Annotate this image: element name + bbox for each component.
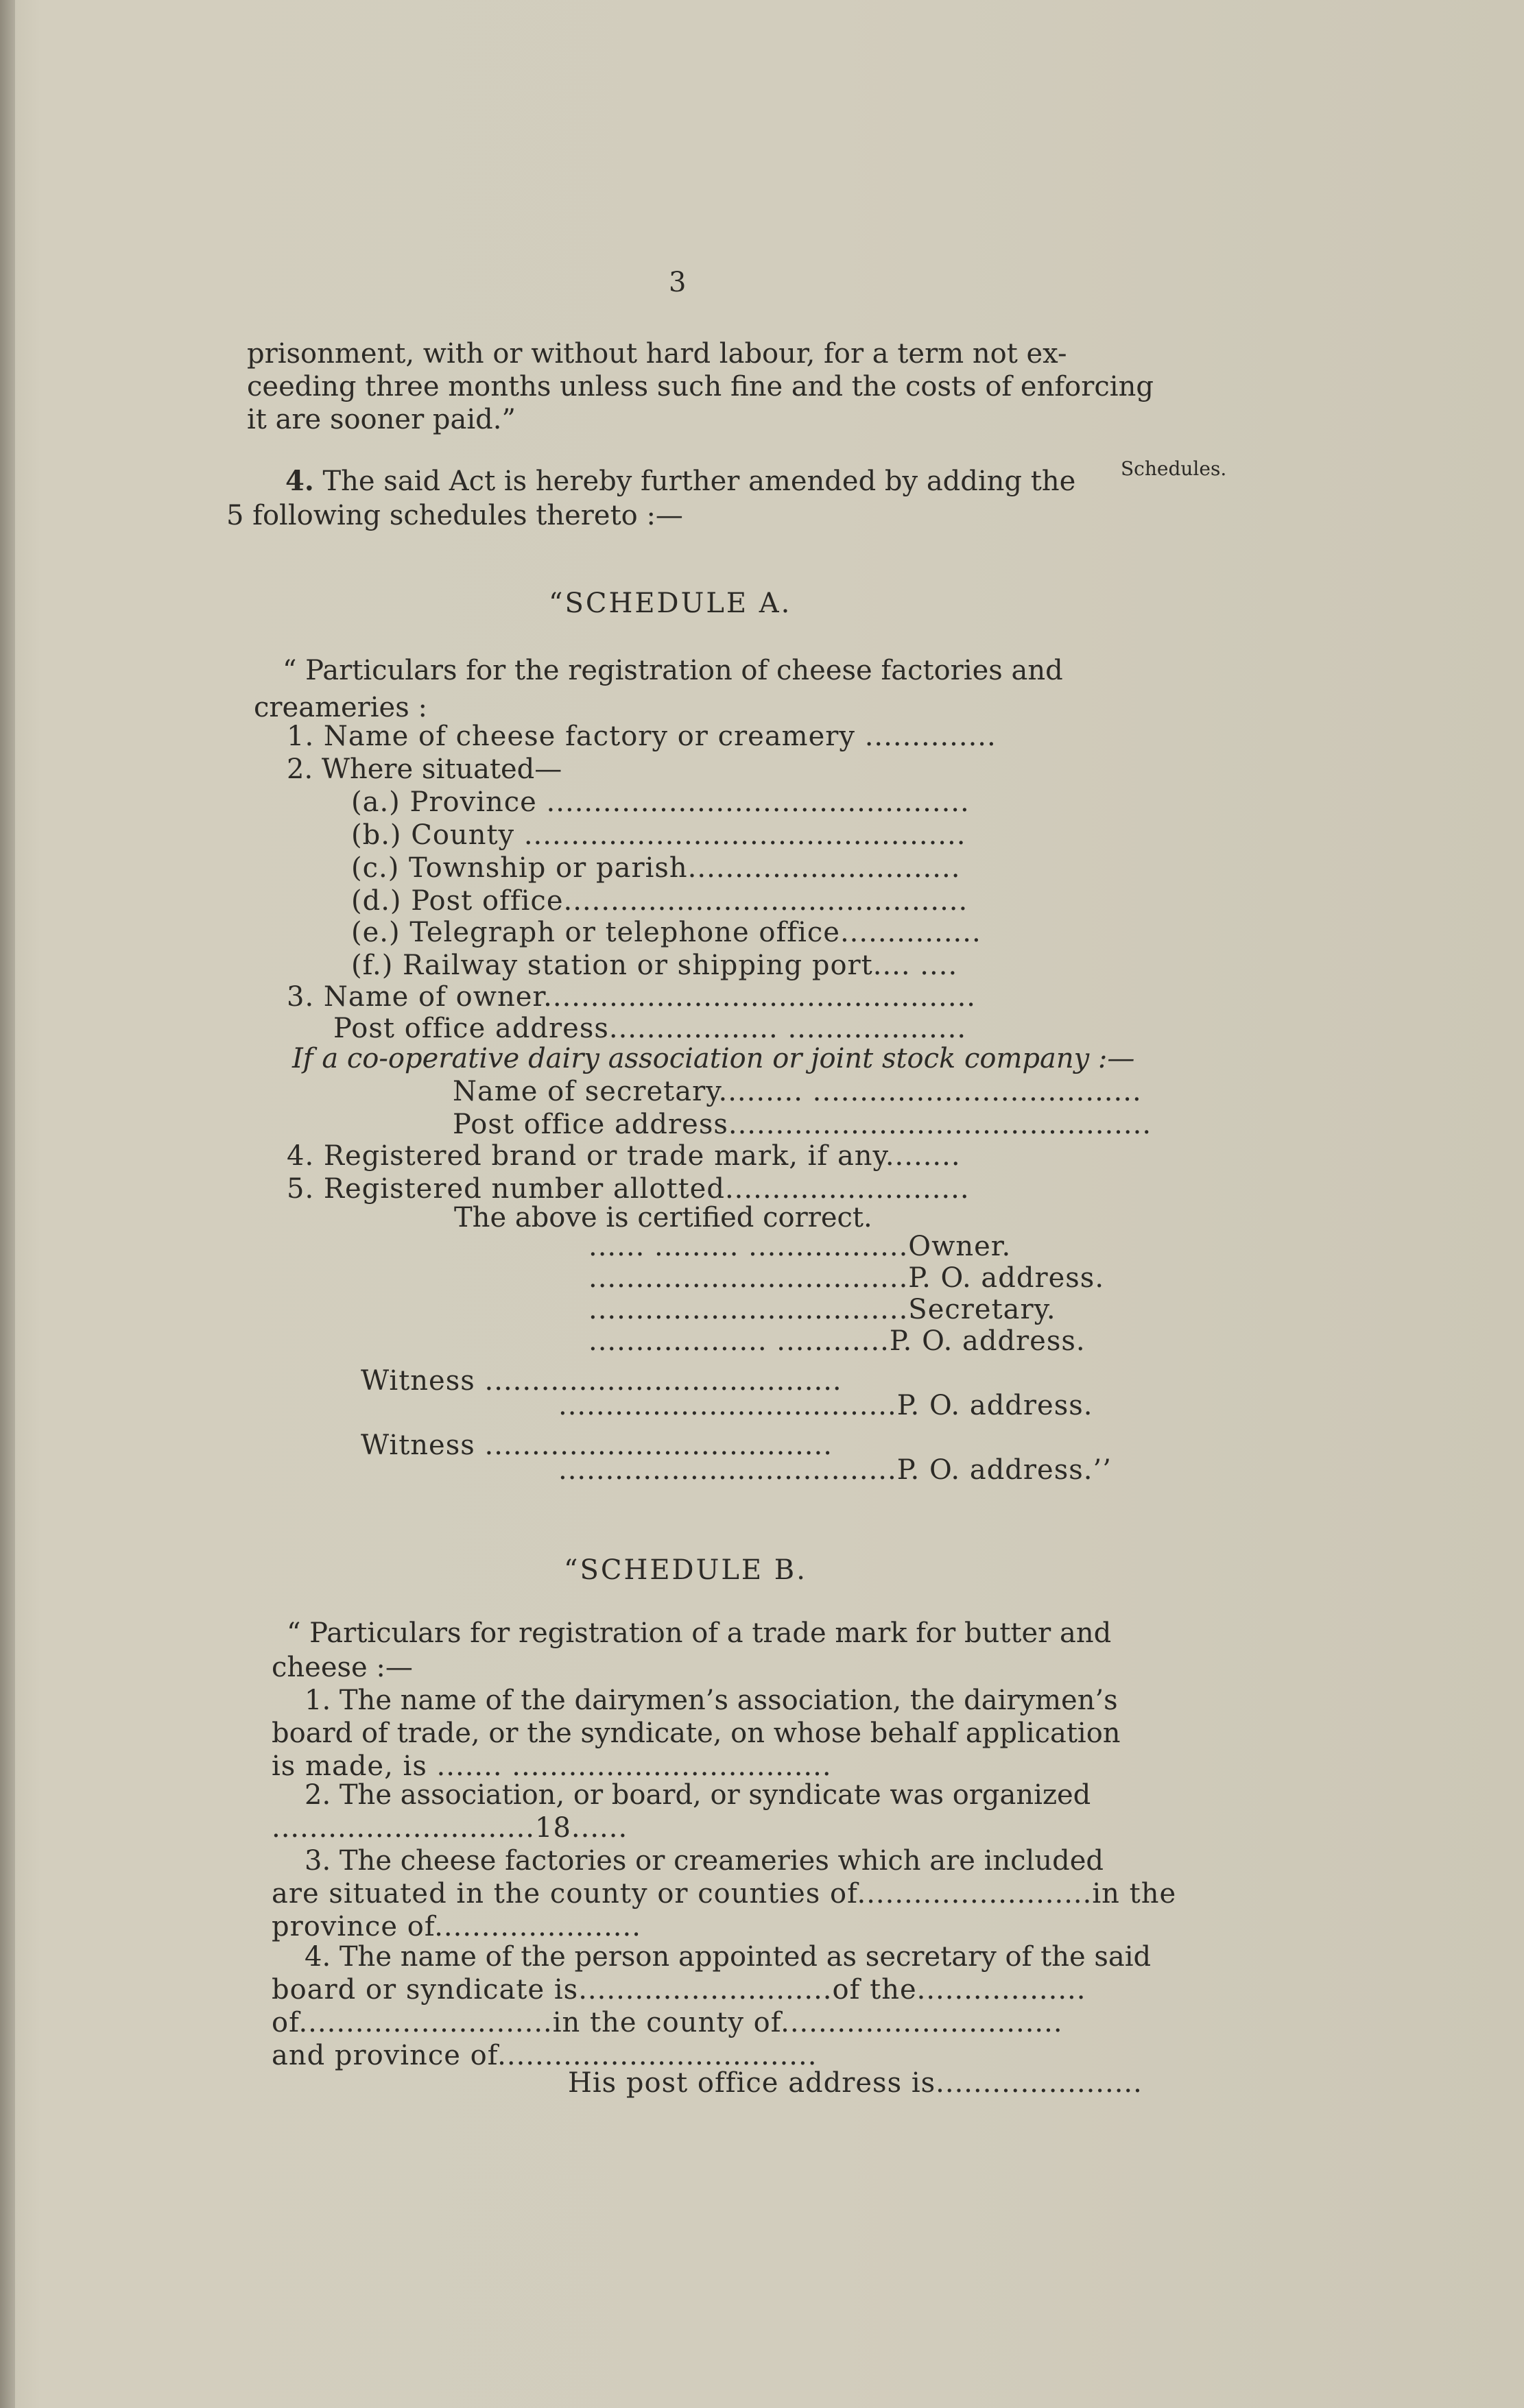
schedule-a-item-2d: (d.) Post office........................................... bbox=[351, 885, 968, 917]
schedule-b-line-6: 2. The association, or board, or syndicate was organized bbox=[305, 1779, 1091, 1811]
schedule-a-owner-address: Post office address.................. ................... bbox=[333, 1013, 967, 1044]
schedule-b-line-11: 4. The name of the person appointed as secretary of the said bbox=[305, 1941, 1152, 1973]
section-4-line-1 bbox=[285, 465, 1075, 498]
schedule-b-line-9: are situated in the county or counties of.........................in the bbox=[272, 1878, 1177, 1910]
schedule-b-line-14: and province of.................................. bbox=[272, 2040, 818, 2071]
schedule-b-line-13: of...........................in the county of.............................. bbox=[272, 2007, 1063, 2038]
schedule-a-item-4: 4. Registered brand or trade mark, if any........ bbox=[287, 1140, 961, 1172]
witness-2-address: ....................................P. O. address.’’ bbox=[558, 1454, 1112, 1486]
schedule-b-title: “SCHEDULE B. bbox=[564, 1554, 807, 1586]
schedule-b-line-4: board of trade, or the syndicate, on whose behalf application bbox=[272, 1718, 1121, 1749]
section-4-text-2: following schedules thereto :— bbox=[243, 500, 683, 531]
section-4-number: 4. bbox=[285, 465, 314, 497]
schedule-a-intro-2: creameries : bbox=[254, 692, 427, 723]
schedule-a-title: “SCHEDULE A. bbox=[549, 588, 792, 619]
schedule-a-intro-1: “ Particulars for the registration of cheese factories and bbox=[283, 655, 1063, 686]
schedule-b-line-7: ............................18...... bbox=[272, 1812, 628, 1844]
schedule-a-item-2f: (f.) Railway station or shipping port.... .... bbox=[351, 950, 958, 981]
intro-line-2: ceeding three months unless such fine and the costs of enforcing bbox=[247, 371, 1154, 402]
witness-1: Witness ...................................... bbox=[361, 1365, 842, 1397]
schedule-a-secretary-address: Post office address............................................. bbox=[453, 1109, 1152, 1140]
line-number-5: 5 bbox=[226, 500, 244, 531]
schedule-b-line-5: is made, is ....... .................................. bbox=[272, 1750, 832, 1782]
signature-secretary: ..................................Secretary. bbox=[588, 1294, 1056, 1325]
schedule-b-line-12: board or syndicate is...........................of the.................. bbox=[272, 1974, 1086, 2006]
signature-owner-address: ..................................P. O. address. bbox=[588, 1262, 1105, 1294]
intro-line-1: prisonment, with or without hard labour, for a term not ex- bbox=[247, 338, 1067, 370]
schedule-b-line-15: His post office address is...................... bbox=[568, 2067, 1143, 2099]
signature-owner: ...... ......... .................Owner. bbox=[588, 1231, 1012, 1262]
witness-2: Witness ..................................... bbox=[361, 1430, 833, 1461]
page-number: 3 bbox=[669, 267, 687, 298]
schedule-a-item-2: 2. Where situated— bbox=[287, 754, 562, 785]
page-binding-edge bbox=[0, 0, 15, 2408]
witness-1-address: ....................................P. O. address. bbox=[558, 1390, 1093, 1421]
intro-line-3: it are sooner paid.” bbox=[247, 404, 516, 435]
schedule-a-item-1: 1. Name of cheese factory or creamery .............. bbox=[287, 721, 997, 752]
schedule-b-line-10: province of...................... bbox=[272, 1911, 641, 1942]
schedule-a-item-5: 5. Registered number allotted.......................... bbox=[287, 1173, 970, 1205]
schedule-a-item-2e: (e.) Telegraph or telephone office............... bbox=[351, 917, 981, 948]
schedule-a-item-3: 3. Name of owner.............................................. bbox=[287, 981, 977, 1013]
schedule-b-line-8: 3. The cheese factories or creameries which are included bbox=[305, 1845, 1104, 1877]
section-4-text-1: The said Act is hereby further amended by adding the bbox=[313, 466, 1076, 497]
schedule-b-line-3: 1. The name of the dairymen’s association, the dairymen’s bbox=[305, 1685, 1118, 1716]
signature-secretary-address: ................... ............P. O. address. bbox=[588, 1325, 1086, 1357]
schedule-a-item-2c: (c.) Township or parish............................. bbox=[351, 852, 961, 884]
schedule-a-cooperative-note: If a co-operative dairy association or joint stock company :— bbox=[292, 1043, 1135, 1074]
schedule-a-item-2b: (b.) County ............................................... bbox=[351, 819, 966, 851]
schedule-a-certified: The above is certified correct. bbox=[454, 1202, 872, 1233]
schedule-b-line-2: cheese :— bbox=[272, 1652, 413, 1683]
schedule-b-line-1: “ Particulars for registration of a trade mark for butter and bbox=[287, 1617, 1112, 1649]
margin-note-schedules: Schedules. bbox=[1121, 457, 1227, 480]
section-4-line-2 bbox=[226, 499, 683, 532]
schedule-a-item-2a: (a.) Province ............................................. bbox=[351, 786, 970, 818]
schedule-a-secretary-name: Name of secretary......... ................................... bbox=[453, 1076, 1142, 1107]
